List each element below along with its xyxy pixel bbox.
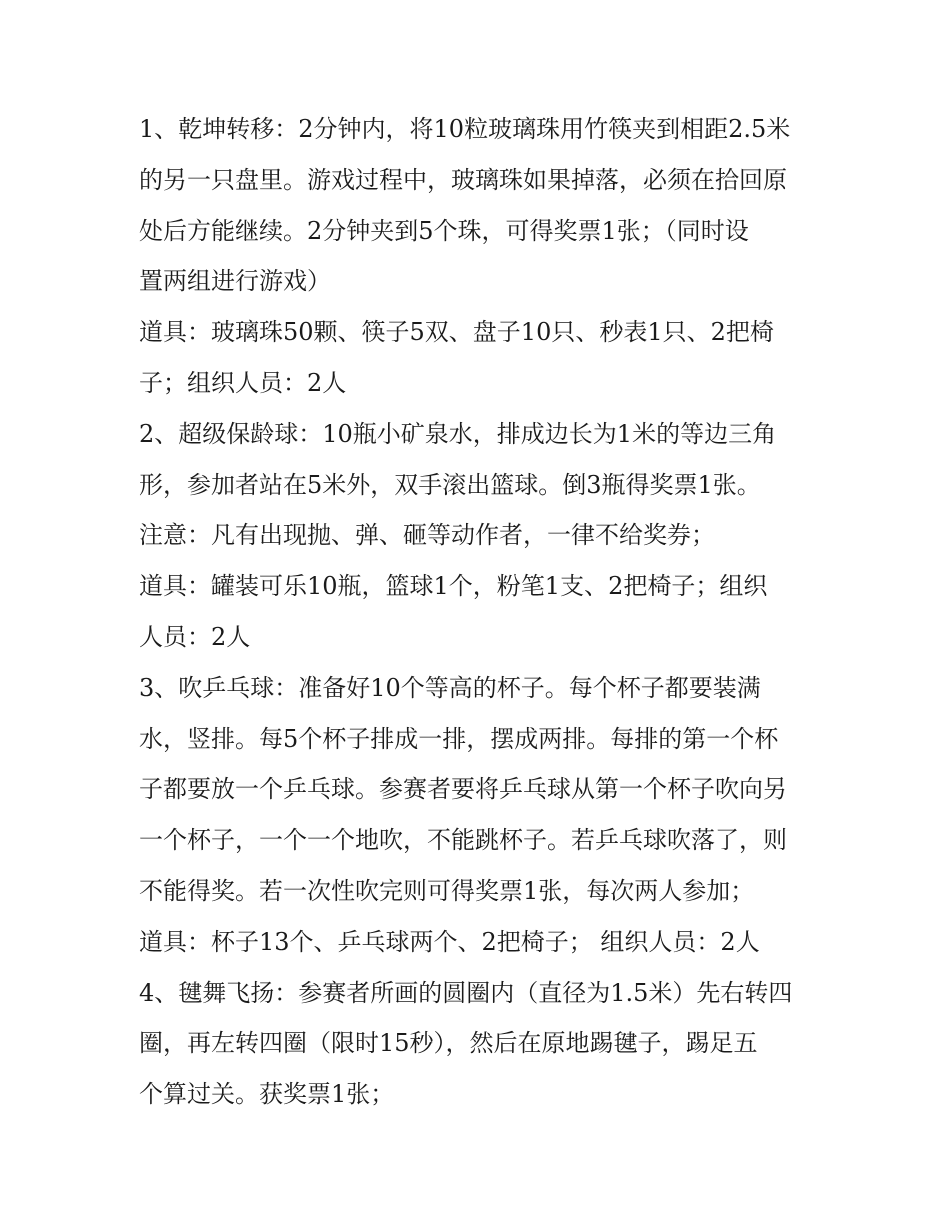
text-line: 4、毽舞飞扬：参赛者所画的圆圈内（直径为1.5米）先右转四: [139, 978, 793, 1007]
text-line: 处后方能继续。2分钟夹到5个珠，可得奖票1张；（同时设: [139, 216, 749, 245]
text-line: 置两组进行游戏）: [139, 267, 331, 296]
text-line: 2、超级保龄球：10瓶小矿泉水，排成边长为1米的等边三角: [139, 419, 777, 448]
text-line: 道具：罐装可乐10瓶，篮球1个，粉笔1支、2把椅子；组织: [139, 572, 768, 601]
text-line: 1、乾坤转移：2分钟内，将10粒玻璃珠用竹筷夹到相距2.5米: [139, 115, 791, 143]
text-line: 注意：凡有出现抛、弹、砸等动作者，一律不给奖券；: [139, 521, 715, 550]
text-line: 不能得奖。若一次性吹完则可得奖票1张，每次两人参加；: [139, 876, 755, 905]
text-line: 人员：2人: [139, 622, 251, 651]
text-line: 一个杯子，一个一个地吹，不能跳杯子。若乒乓球吹落了，则: [139, 826, 787, 855]
text-line: 子都要放一个乒乓球。参赛者要将乒乓球从第一个杯子吹向另: [139, 775, 787, 804]
text-line: 圈，再左转四圈（限时15秒），然后在原地踢毽子，踢足五: [139, 1029, 758, 1058]
text-line: 子；组织人员：2人: [139, 368, 347, 397]
text-line: 道具：玻璃珠50颗、筷子5双、盘子10只、秒表1只、2把椅: [139, 318, 774, 347]
text-line: 道具：杯子13个、乒乓球两个、2把椅子； 组织人员：2人: [139, 927, 760, 956]
text-line: 水，竖排。每5个杯子排成一排，摆成两排。每排的第一个杯: [139, 724, 779, 753]
document-body: [139, 104, 819, 1120]
text-line: 的另一只盘里。游戏过程中，玻璃珠如果掉落，必须在拾回原: [139, 165, 787, 194]
text-line: 个算过关。获奖票1张；: [139, 1080, 395, 1109]
text-line: 形，参加者站在5米外，双手滚出篮球。倒3瓶得奖票1张。: [139, 470, 761, 499]
text-line: 3、吹乒乓球：准备好10个等高的杯子。每个杯子都要装满: [139, 673, 761, 702]
